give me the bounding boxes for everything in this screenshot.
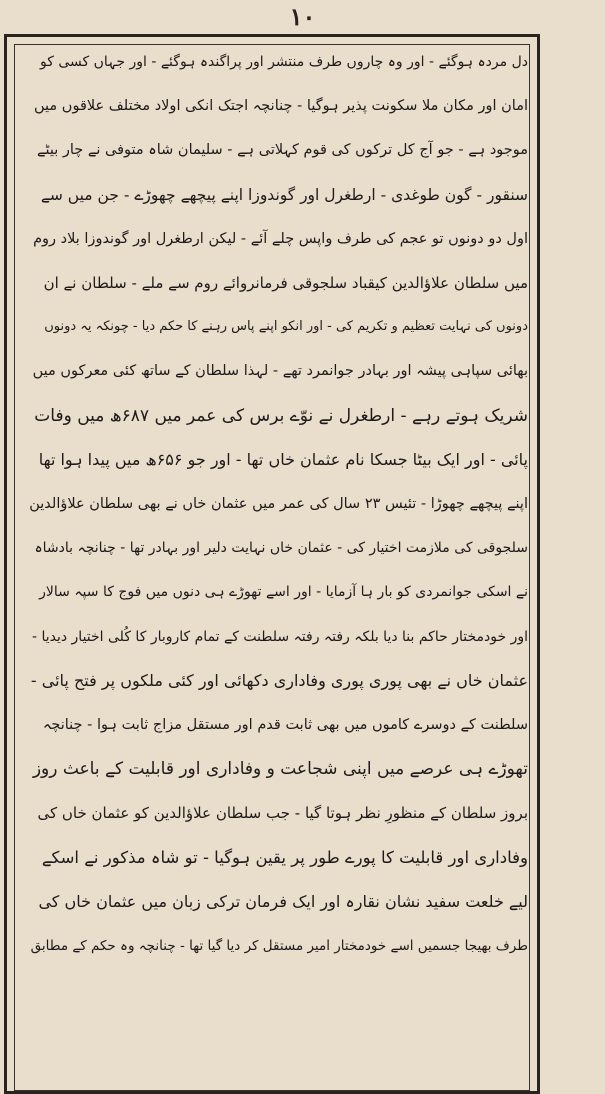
page-number: ۱۰ (289, 2, 316, 31)
text-line: لیے خلعت سفید نشان نقارہ اور ایک فرمان ترکی زبان میں عثمان خاں کی (38, 891, 528, 911)
text-line: اور خودمختار حاکم بنا دیا بلکہ رفتہ رفتہ سلطنت کے تمام کاروبار کا کُلی اختیار دیدیا - (31, 628, 528, 645)
text-line: پائی - اور ایک بیٹا جسکا نام عثمان خاں تھا - اور جو ۶۵۶ھ میں پیدا ہوا تھا (38, 449, 528, 469)
text-line: دل مردہ ہوگئے - اور وہ چاروں طرف منتشر اور پراگندہ ہوگئے - اور جہاں کسی کو (40, 54, 528, 70)
text-line: بروز سلطان کے منظورِ نظر ہوتا گیا - جب سلطان علاؤالدین کو عثمان خاں کی (37, 804, 528, 823)
text-line: سنقور - گون طوغدی - ارطغرل اور گوندوزا اپنے پیچھے چھوڑے - جن میں سے (40, 185, 528, 204)
text-line: نے اسکی جوانمردی کو بار ہا آزمایا - اور اسے تھوڑے ہی دنوں میں فوج کا سپہ سالار (39, 584, 528, 601)
text-line: بھائی سپاہی پیشہ اور بہادر جوانمرد تھے - لہذا سلطان کے ساتھ کئی معرکوں میں (32, 363, 528, 380)
text-line: اپنے پیچھے چھوڑا - تئیس ۲۳ سال کی عمر میں عثمان خاں نے بھی سلطان علاؤالدین (29, 496, 528, 513)
urdu-text-block (28, 40, 528, 968)
text-line: امان اور مکان ملا سکونت پذیر ہوگیا - چنانچہ اجتک انکی اولاد مختلف علاقوں میں (34, 98, 528, 115)
text-line: دونوں کی نہایت تعظیم و تکریم کی - اور انکو اپنے پاس رہنے کا حکم دیا - چونکہ یہ دونوں (44, 319, 528, 335)
text-line: وفاداری اور قابلیت کا پورے طور پر یقین ہوگیا - تو شاہ مذکور نے اسکے (41, 847, 528, 867)
text-line: سلطنت کے دوسرے کاموں میں بھی ثابت قدم اور مستقل مزاج ثابت ہوا - چنانچہ (42, 717, 528, 734)
text-line: شریک ہوتے رہے - ارطغرل نے نوّے برس کی عمر میں ۶۸۷ھ میں وفات (34, 405, 528, 426)
text-line: تھوڑے ہی عرصے میں اپنی شجاعت و وفاداری اور قابلیت کے باعث روز (32, 759, 528, 780)
text-line: میں سلطان علاؤالدین کیقباد سلجوقی فرمانروائے روم سے ملے - سلطان نے ان (43, 274, 528, 293)
text-line: موجود ہے - جو آج کل ترکوں کی قوم کہلاتی ہے - سلیمان شاہ متوفی نے چار بیٹے (36, 142, 528, 159)
text-line: عثمان خاں نے بھی پوری پوری وفاداری دکھائی اور کئی ملکوں پر فتح پائی - (30, 670, 528, 690)
text-line: طرف بھیجا جسمیں اسے خودمختار امیر مستقل کر دیا گیا تھا - چنانچہ وہ حکم کے مطابق (30, 938, 528, 955)
text-line: سلجوقی کی ملازمت اختیار کی - عثمان خاں نہایت دلیر اور بہادر تھا - چنانچہ بادشاہ (34, 540, 528, 557)
text-line: اول دو دونوں تو عجم کی طرف واپس چلے آئے - لیکن ارطغرل اور گوندوزا بلاد روم (33, 230, 528, 247)
